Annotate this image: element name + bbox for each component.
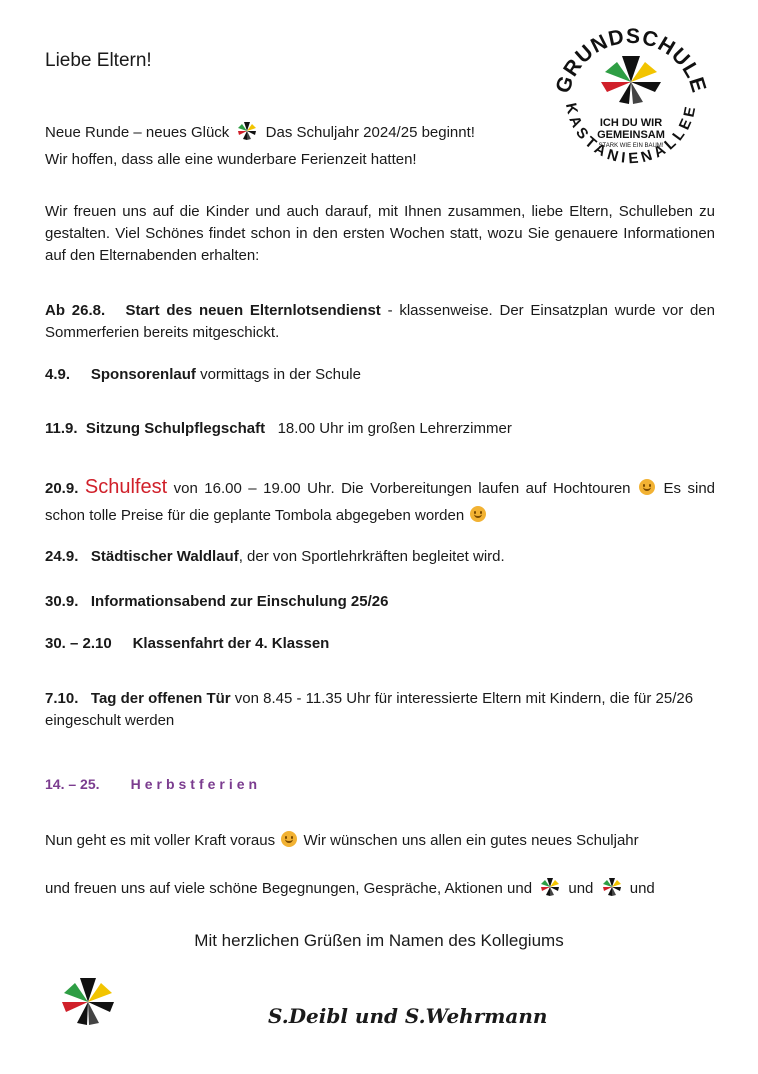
event-schulfest <box>45 474 715 529</box>
event-title: Klassenfahrt der 4. Klassen <box>132 635 330 652</box>
chestnut-leaf-icon <box>540 877 560 897</box>
chestnut-leaf-icon <box>62 976 114 1028</box>
bottom-leaf-logo <box>62 976 114 1032</box>
smiley-icon <box>281 831 297 847</box>
event-date: 11.9. <box>45 420 78 437</box>
event-text: von 16.00 – 19.00 Uhr. Die Vorbereitungen laufen auf Hochtouren <box>173 480 631 497</box>
event-title: Start des neuen Elternlotsendienst <box>125 302 381 319</box>
event-text: von 8.45 - 11.35 Uhr für interessierte Eltern mit Kindern, die für 25/26 eingeschult werden <box>45 690 694 729</box>
event-title: Informationsabend zur Einschulung 25/26 <box>90 593 389 610</box>
closing-line-2 <box>45 877 655 897</box>
event-informationsabend <box>45 593 388 610</box>
school-logo-icon <box>546 18 716 188</box>
chestnut-leaf-icon <box>237 121 257 141</box>
closing-text-b: Wir wünschen uns allen ein gutes neues Schuljahr <box>303 832 639 849</box>
event-klassenfahrt <box>45 635 329 652</box>
event-date: 4.9. <box>45 366 71 383</box>
intro-paragraph: Wir freuen uns auf die Kinder und auch darauf, mit Ihnen zusammen, liebe Eltern, Schulleben zu gestalten. Viel Schönes findet schon in den ersten Wochen statt, wozu Sie genauere Informationen auf den Elternabenden erhalten: <box>45 203 715 264</box>
event-text: 18.00 Uhr im großen Lehrerzimmer <box>277 420 512 437</box>
event-date: 30.9. <box>45 593 79 610</box>
event-elternlotsen <box>45 300 715 344</box>
event-date: 30. – 2.10 <box>45 635 112 652</box>
event-schulpflegschaft <box>45 420 512 437</box>
intro-line-2: Wir hoffen, dass alle eine wunderbare Ferienzeit hatten! <box>45 151 417 168</box>
event-text: - klassenweise. Der Einsatzplan wurde vor den Sommerferien bereits mitgeschickt. <box>45 302 715 341</box>
event-text: , der von Sportlehrkräften begleitet wird. <box>238 548 505 565</box>
event-text: vormittags in der Schule <box>200 366 361 383</box>
closing-text-a: und freuen uns auf viele schöne Begegnungen, Gespräche, Aktionen und <box>45 880 533 897</box>
event-title: Herbstferien <box>130 776 262 792</box>
school-logo <box>546 18 716 188</box>
event-date: 24.9. <box>45 548 79 565</box>
event-text-2: Es sind schon tolle Preise für die geplante Tombola abgegeben worden <box>45 480 715 524</box>
intro-line-1 <box>45 121 475 141</box>
event-title: Sponsorenlauf <box>90 366 196 383</box>
smiley-icon <box>639 479 655 495</box>
logo-line2: GEMEINSAM <box>597 129 665 141</box>
logo-line3: STARK WIE EIN BAUM! <box>598 143 664 149</box>
closing-text-a: Nun geht es mit voller Kraft voraus <box>45 832 276 849</box>
intro-text-a: Neue Runde – neues Glück <box>45 124 230 141</box>
event-date: 7.10. <box>45 690 79 707</box>
intro-text-b: Das Schuljahr 2024/25 beginnt! <box>265 124 475 141</box>
smiley-icon <box>470 506 486 522</box>
regards: Mit herzlichen Grüßen im Namen des Kollegiums <box>194 931 564 950</box>
event-date: 20.9. <box>45 480 79 497</box>
logo-arc-bottom: KASTANIENALLEE <box>561 101 701 168</box>
event-date: 14. – 25. <box>45 776 100 792</box>
event-title: Tag der offenen Tür <box>90 690 231 707</box>
signature: S.Deibl und S.Wehrmann <box>268 1004 548 1028</box>
event-herbstferien <box>45 776 261 792</box>
event-title: Sitzung Schulpflegschaft <box>85 420 266 437</box>
closing-line-1 <box>45 831 639 849</box>
event-date: Ab 26.8. <box>45 302 106 319</box>
greeting: Liebe Eltern! <box>45 50 152 71</box>
logo-line1: ICH DU WIR <box>599 117 663 129</box>
event-waldlauf <box>45 548 505 565</box>
closing-text-c: und <box>629 880 655 897</box>
closing-text-b: und <box>568 880 594 897</box>
chestnut-leaf-icon <box>602 877 622 897</box>
event-tag-der-offenen-tuer <box>45 688 705 732</box>
logo-arc-top: GRUNDSCHULE <box>551 24 711 96</box>
event-title: Schulfest <box>84 476 168 498</box>
event-sponsorenlauf <box>45 366 361 383</box>
event-title: Städtischer Waldlauf <box>90 548 239 565</box>
